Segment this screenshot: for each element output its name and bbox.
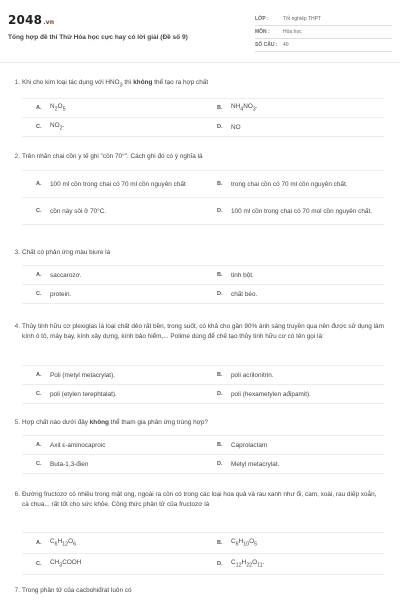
option-b[interactable] (203, 271, 384, 280)
option-c[interactable] (22, 558, 203, 570)
option-a[interactable] (22, 537, 203, 549)
option-text: Caprolactam (231, 441, 268, 449)
option-row (22, 98, 384, 118)
option-row (22, 265, 384, 285)
question-body: Hợp chất nào dưới đây không thể tham gia phản ứng trùng hợp? (22, 419, 208, 426)
option-c[interactable] (22, 290, 203, 299)
option-letter: B. (217, 442, 223, 448)
option-d[interactable] (203, 558, 384, 570)
option-letter: D. (217, 124, 223, 130)
meta-value: Tốt nghiệp THPT (283, 16, 321, 22)
option-letter: A. (36, 181, 42, 187)
option-text: $NO_2$. (50, 121, 65, 132)
site-logo[interactable] (8, 13, 54, 27)
option-c[interactable] (22, 121, 203, 133)
option-letter: D. (217, 208, 223, 214)
option-text: poli acrilonitrin. (231, 371, 274, 379)
answer-options (22, 98, 384, 136)
option-d[interactable] (203, 390, 384, 399)
option-row (22, 532, 384, 554)
meta-key: LỚP : (255, 16, 269, 22)
question-text (14, 78, 384, 91)
option-letter: D. (217, 291, 223, 297)
question-number: 7. (14, 587, 20, 594)
option-text: protein. (50, 290, 72, 298)
option-text: tinh bột. (231, 271, 254, 279)
option-text: $NH_4NO_3$. (231, 102, 258, 113)
option-row (22, 117, 384, 137)
option-row (22, 454, 384, 474)
option-c[interactable] (22, 390, 203, 399)
option-a[interactable] (22, 180, 203, 189)
option-letter: B. (217, 540, 223, 546)
option-text: Buta-1,3-đien (50, 460, 89, 468)
question-text (14, 152, 384, 162)
option-text: Poli (metyl metacrylat). (50, 371, 115, 379)
option-text: saccarozơ. (50, 271, 82, 279)
question-text (14, 586, 384, 596)
option-text: $C_{12}H_{22}O_{11}$. (231, 558, 265, 569)
option-letter: A. (36, 272, 42, 278)
option-row (22, 435, 384, 455)
option-b[interactable] (203, 102, 384, 114)
meta-row-subject (255, 26, 392, 39)
answer-options (22, 435, 384, 473)
option-letter: A. (36, 540, 42, 546)
logo-tld: .vn (43, 19, 55, 26)
question-body: Chất có phản ứng màu biure là (22, 249, 111, 256)
option-b[interactable] (203, 180, 384, 189)
option-text: poli (hexametylen ađipamit). (231, 390, 311, 398)
option-row (22, 553, 384, 575)
option-row (22, 197, 384, 225)
option-d[interactable] (203, 290, 384, 299)
answer-options (22, 170, 384, 224)
question-text (14, 322, 384, 341)
option-letter: D. (217, 561, 223, 567)
option-letter: D. (217, 391, 223, 397)
question-body: Khi cho kim loại tác dụng với $HNO_3$ thì không thể tạo ra hợp chất (22, 79, 209, 89)
option-c[interactable] (22, 460, 203, 469)
option-letter: C. (36, 291, 42, 297)
option-d[interactable] (203, 460, 384, 469)
document-header (0, 0, 400, 63)
option-letter: A. (36, 372, 42, 378)
option-letter: B. (217, 272, 223, 278)
option-text: trong chai cồn có 70 ml cồn nguyên chất. (231, 180, 348, 188)
option-d[interactable] (203, 207, 384, 216)
option-text: poli (etylen terephtalat). (50, 390, 117, 398)
option-letter: C. (36, 561, 42, 567)
question-text (14, 418, 384, 428)
option-text: Axit ε-aminocaproic (50, 441, 106, 449)
question-number: 6. (14, 491, 20, 498)
question-number: 3. (14, 249, 20, 256)
question-number: 5. (14, 419, 20, 426)
option-letter: C. (36, 391, 42, 397)
answer-options (22, 265, 384, 303)
option-text: 100 ml cồn trong chai có 70 ml cồn nguyên chất (50, 180, 186, 188)
option-d[interactable] (203, 123, 384, 132)
option-row (22, 170, 384, 198)
answer-options (22, 532, 384, 574)
option-a[interactable] (22, 371, 203, 380)
option-text: Metyl metacrylat. (231, 460, 280, 468)
logo-text: 2048 (8, 13, 43, 27)
document-meta (255, 13, 392, 52)
option-text: $N_2O_5$ (50, 102, 66, 113)
option-c[interactable] (22, 207, 203, 216)
option-a[interactable] (22, 441, 203, 450)
question-number: 2. (14, 153, 20, 160)
option-text: chất béo. (231, 290, 258, 298)
option-row (22, 384, 384, 404)
option-letter: D. (217, 461, 223, 467)
option-letter: C. (36, 461, 42, 467)
option-letter: A. (36, 442, 42, 448)
option-a[interactable] (22, 271, 203, 280)
option-text: $C_6H_{10}O_5$ (231, 537, 258, 548)
question-number: 1. (14, 79, 20, 86)
option-letter: B. (217, 181, 223, 187)
option-b[interactable] (203, 371, 384, 380)
question-body: Thủy tinh hữu cơ plexiglas là loại chất dẻo rất bền, trong suốt, có khả cho gần 90% ánh sáng truyền qua nên được sử dụng làm kính ô tô, máy bay, kính xây dựng, kính bảo hiểm,... Polime dùng để chế tạo thủy tinh hữu cơ có tên gọi là: (22, 323, 384, 340)
question-body: Trên nhãn chai cồn y tế ghi "cồn 70°". Cách ghi đó có ý nghĩa là (22, 153, 203, 160)
meta-key: SỐ CÂU : (255, 42, 278, 48)
question-text (14, 490, 384, 509)
question-body: Trong phân tử của cacbohiđrat luôn có (22, 587, 132, 594)
option-letter: C. (36, 124, 42, 130)
meta-row-class (255, 13, 392, 26)
option-letter: B. (217, 105, 223, 111)
option-text: NO (231, 123, 241, 131)
document-title: Tổng hợp đề thi Thử Hóa học cực hay có lời giải (Đề số 9) (8, 34, 188, 41)
option-text: cồn này sôi ở 70°C. (50, 207, 107, 215)
meta-value: 40 (283, 42, 289, 48)
option-text: $CH_3COOH$ (50, 558, 82, 569)
question-number: 4. (14, 323, 20, 330)
option-text: $C_6H_{12}O_6$ (50, 537, 77, 548)
option-letter: A. (36, 105, 42, 111)
option-b[interactable] (203, 441, 384, 450)
question-body: Đường fructozơ có nhiều trong mật ong, ngoài ra còn có trong các loại hoa quả và rau xanh như ổi, cam, xoài, rau diếp xoắn, cà chua... rất tốt cho sức khỏe. Công thức phân tử của fructozơ là (22, 491, 377, 508)
answer-options (22, 365, 384, 403)
option-row (22, 365, 384, 385)
option-letter: B. (217, 372, 223, 378)
option-row (22, 284, 384, 304)
option-letter: C. (36, 208, 42, 214)
question-text (14, 248, 384, 258)
option-b[interactable] (203, 537, 384, 549)
option-text: 100 ml cồn trong chai có 70 mol cồn nguyên chất. (231, 207, 373, 215)
option-a[interactable] (22, 102, 203, 114)
meta-key: MÔN : (255, 29, 270, 35)
meta-value: Hóa học (283, 29, 302, 35)
meta-row-count (255, 39, 392, 52)
